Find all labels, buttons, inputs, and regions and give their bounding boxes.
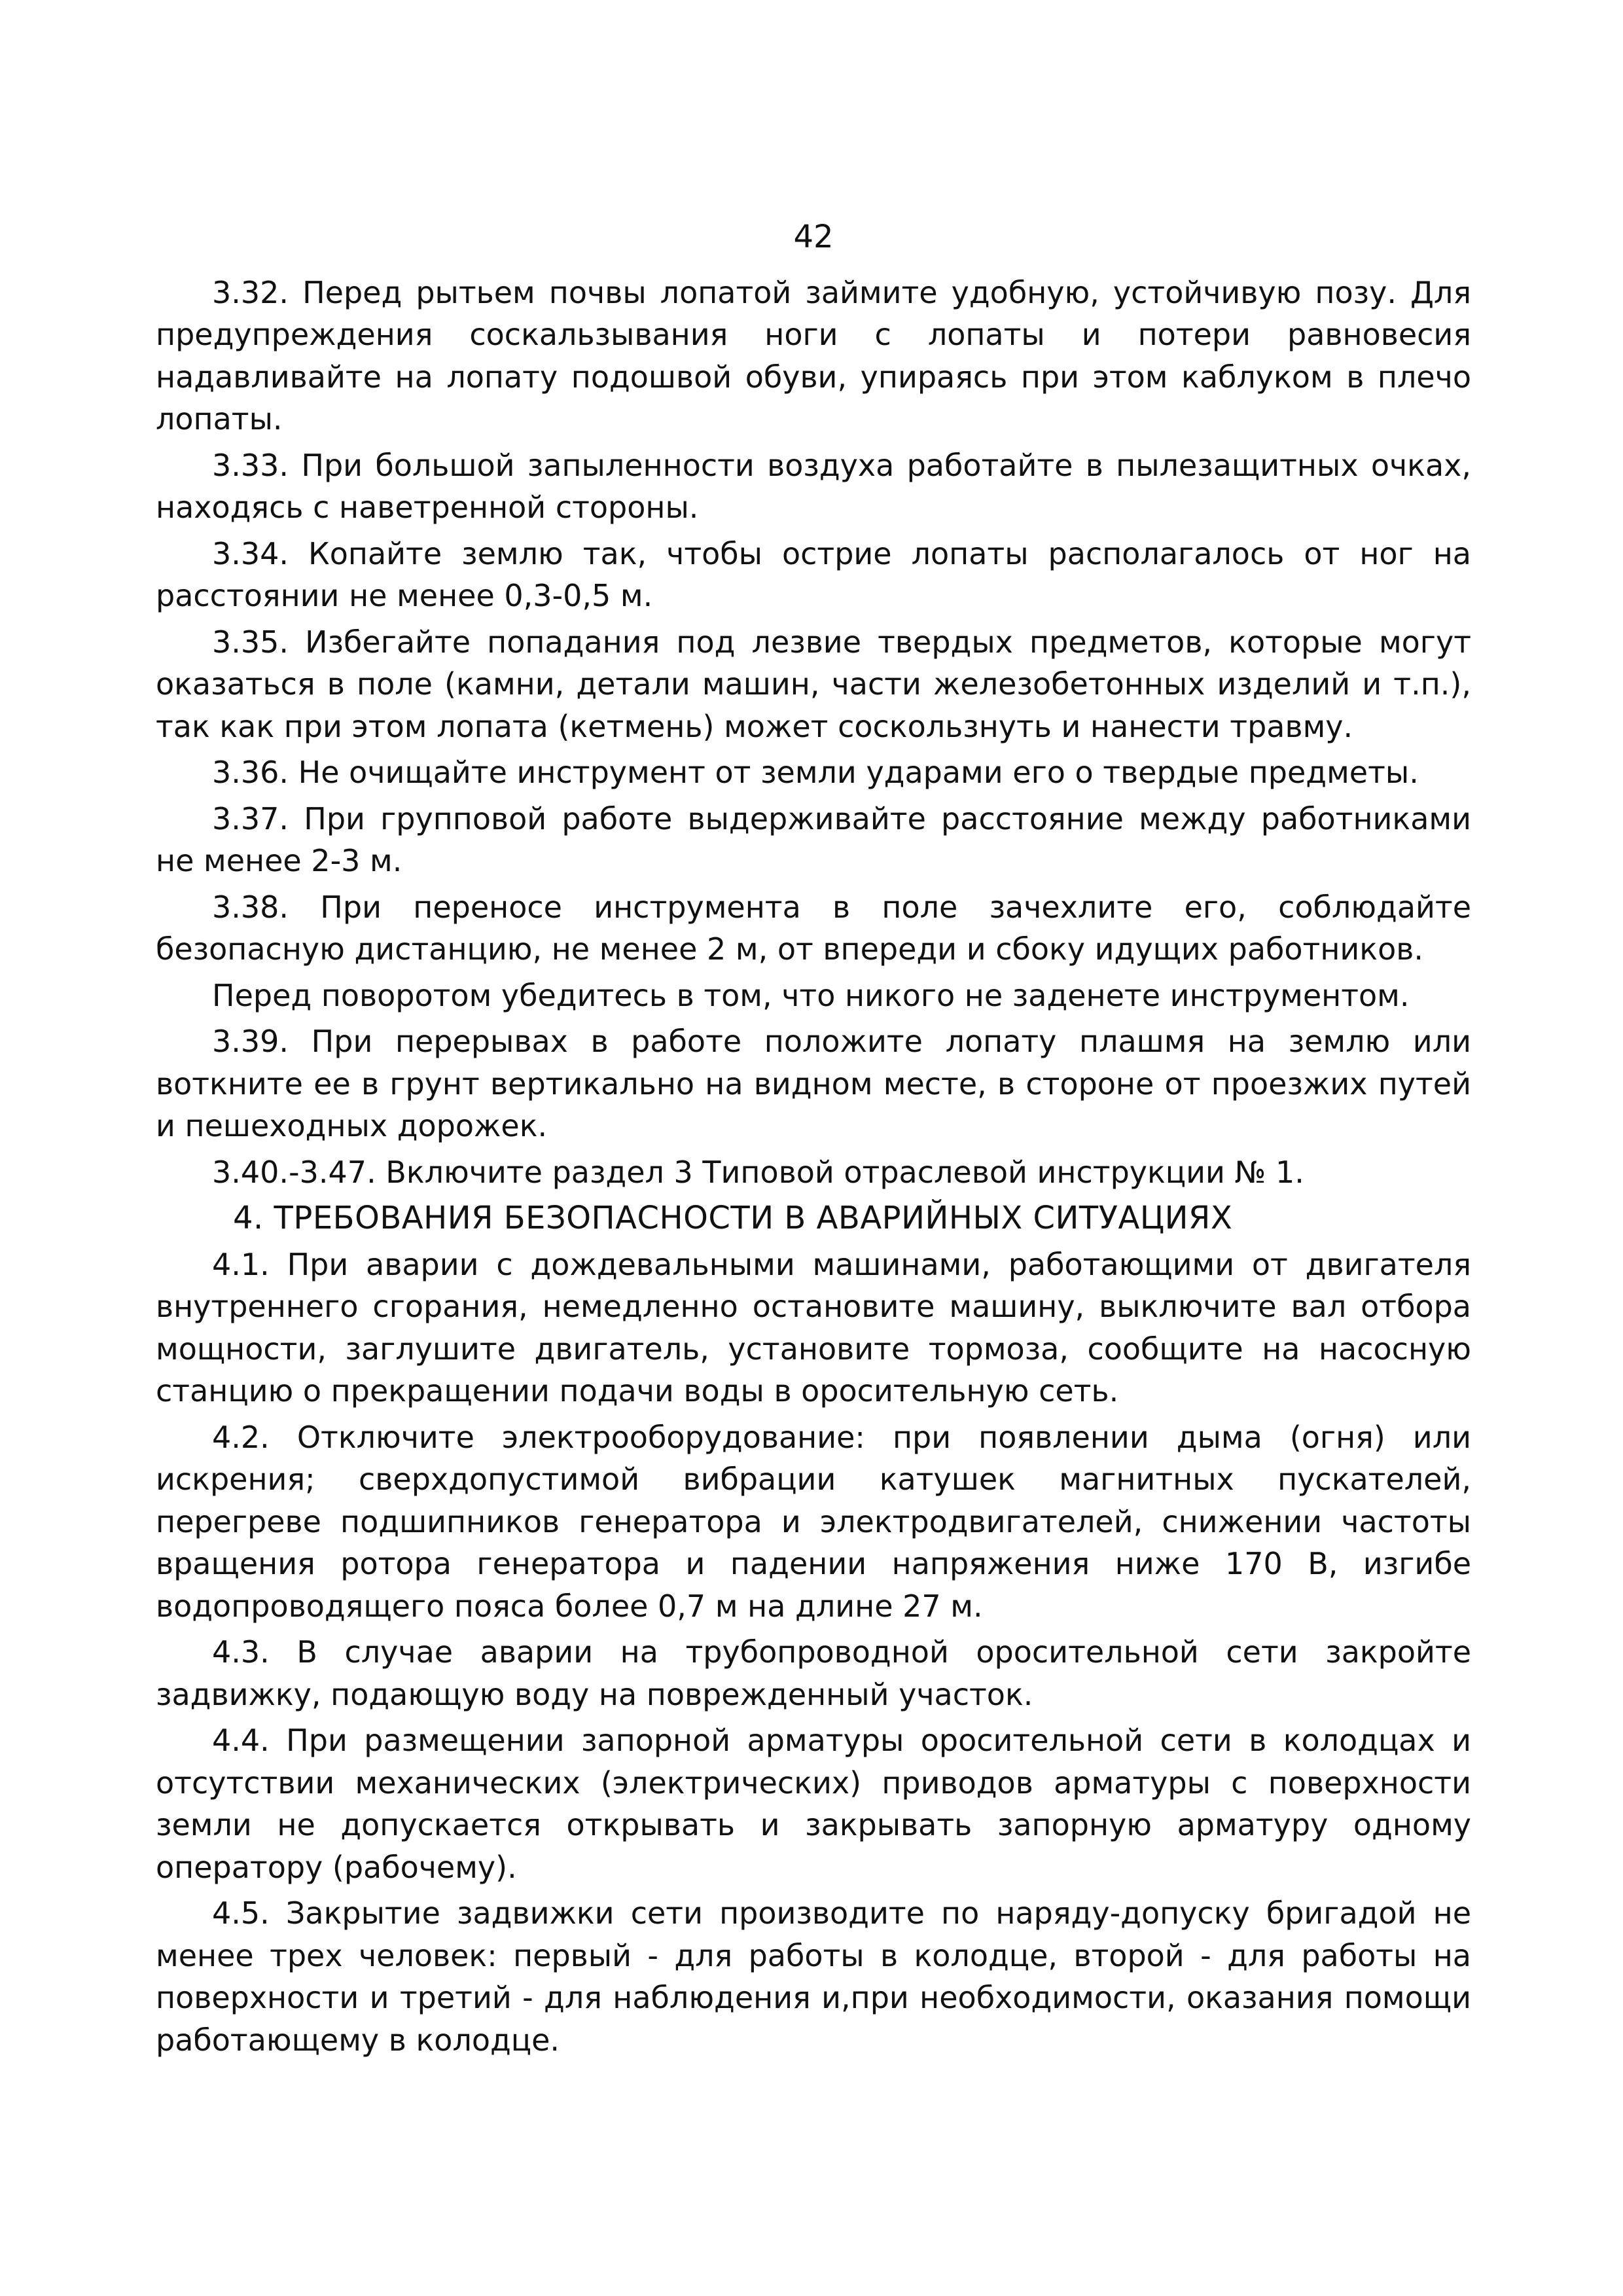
- paragraph-3-36: 3.36. Не очищайте инструмент от земли ударами его о твердые предметы.: [212, 755, 1419, 790]
- document-page: [156, 216, 1471, 2065]
- paragraph-3-38-note: Перед поворотом убедитесь в том, что никого не заденете инструментом.: [212, 977, 1410, 1013]
- paragraph-4-3: 4.3. В случае аварии на трубопроводной оросительной сети закройте задвижку, подающую воду на поврежденный участок.: [156, 1634, 1471, 1712]
- paragraph-4-4: 4.4. При размещении запорной арматуры оросительной сети в колодцах и отсутствии механических (электрических) приводов арматуры с поверхности земли не допускается открывать и закрывать запорную арматуру одному оператору (рабочему).: [156, 1723, 1471, 1885]
- paragraph-4-1: 4.1. При аварии с дождевальными машинами, работающими от двигателя внутреннего сгорания, немедленно остановите машину, выключите вал отбора мощности, заглушите двигатель, установите тормоза, сообщите на насосную станцию о прекращении подачи воды в оросительную сеть.: [156, 1246, 1471, 1408]
- page-number: 42: [793, 219, 834, 255]
- paragraph-3-34: 3.34. Копайте землю так, чтобы острие лопаты располагалось от ног на расстоянии не менее 0,3-0,5 м.: [156, 535, 1471, 613]
- section-heading: 4. ТРЕБОВАНИЯ БЕЗОПАСНОСТИ В АВАРИЙНЫХ СИТУАЦИЯХ: [233, 1200, 1233, 1236]
- paragraph-3-38: 3.38. При переносе инструмента в поле зачехлите его, соблюдайте безопасную дистанцию, не менее 2 м, от впереди и сбоку идущих работников.: [156, 889, 1471, 967]
- paragraph-3-40-3-47: 3.40.-3.47. Включите раздел 3 Типовой отраслевой инструкции № 1.: [212, 1154, 1304, 1190]
- paragraph-4-2: 4.2. Отключите электрооборудование: при появлении дыма (огня) или искрения; сверхдопустимой вибрации катушек магнитных пускателей, перегреве подшипников генератора и электродвигателей, снижении частоты вращения ротора генератора и падении напряжения ниже 170 В, изгибе водопроводящего пояса более 0,7 м на длине 27 м.: [156, 1419, 1471, 1624]
- paragraph-3-39: 3.39. При перерывах в работе положите лопату плашмя на землю или воткните ее в грунт вертикально на видном месте, в стороне от проезжих путей и пешеходных дорожек.: [156, 1024, 1471, 1143]
- paragraph-3-32: 3.32. Перед рытьем почвы лопатой займите удобную, устойчивую позу. Для предупреждения соскальзывания ноги с лопаты и потери равновесия надавливайте на лопату подошвой обуви, упираясь при этом каблуком в плечо лопаты.: [156, 274, 1471, 437]
- paragraph-4-5: 4.5. Закрытие задвижки сети производите по наряду-допуску бригадой не менее трех человек: первый - для работы в колодце, второй - для работы на поверхности и третий - для наблюдения и,при необходимости, оказания помощи работающему в колодце.: [156, 1895, 1471, 2058]
- paragraph-3-33: 3.33. При большой запыленности воздуха работайте в пылезащитных очках, находясь с наветренной стороны.: [156, 447, 1471, 525]
- paragraph-3-37: 3.37. При групповой работе выдерживайте расстояние между работниками не менее 2-3 м.: [156, 800, 1471, 878]
- paragraph-3-35: 3.35. Избегайте попадания под лезвие твердых предметов, которые могут оказаться в поле (камни, детали машин, части железобетонных изделий и т.п.), так как при этом лопата (кетмень) может соскользнуть и нанести травму.: [156, 624, 1471, 744]
